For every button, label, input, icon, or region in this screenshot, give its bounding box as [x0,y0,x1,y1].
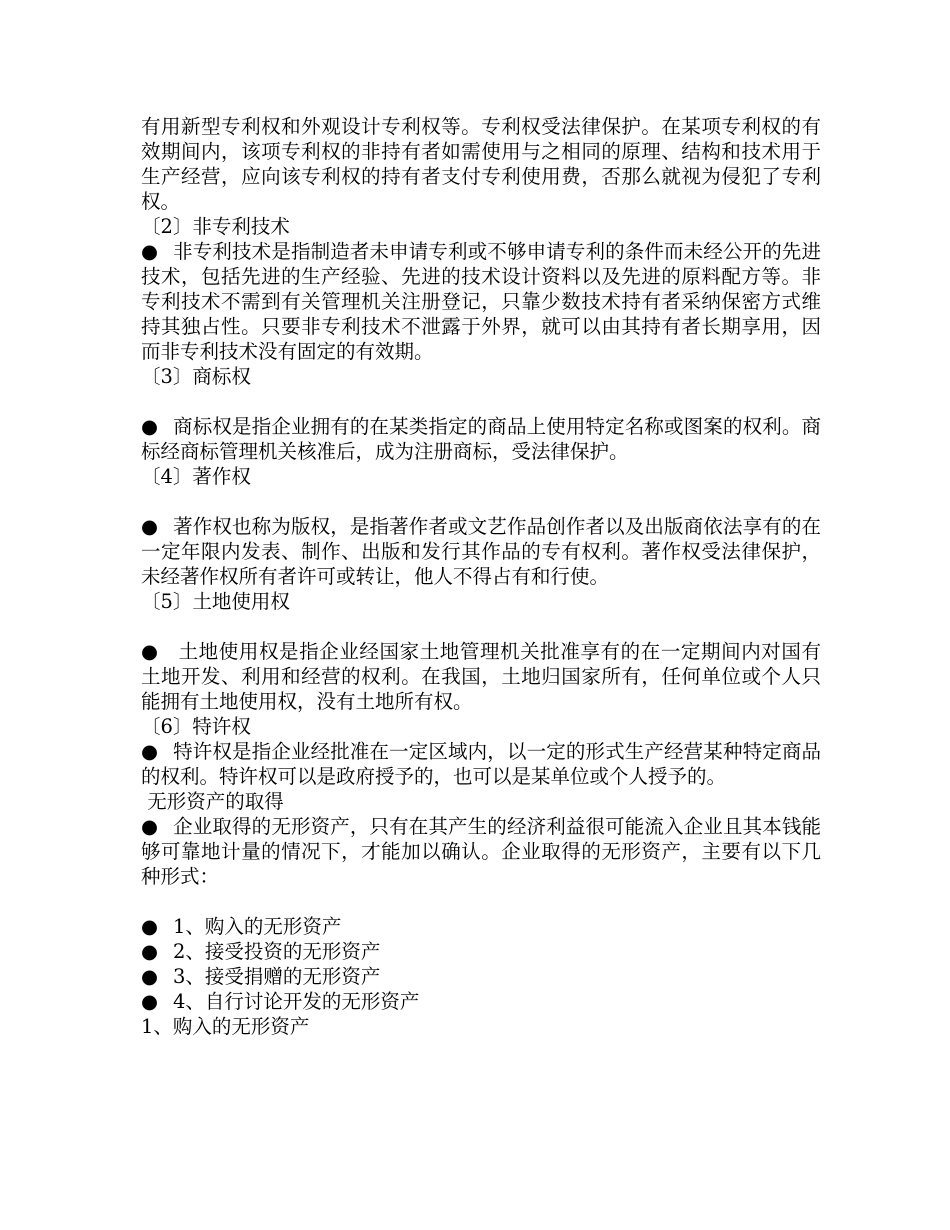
bullet-icon: ● [141,740,159,763]
bullet-icon: ● [141,815,159,838]
blank-line [141,614,821,639]
bullet-icon: ● [141,240,159,263]
blank-line [141,489,821,514]
paragraph-intangible-asset-acquisition: ● 企业取得的无形资产，只有在其产生的经济利益很可能流入企业且其本钱能够可靠地计量的情况下，才能加以确认。企业取得的无形资产，主要有以下几种形式： [141,815,821,888]
paragraph-land-use-rights: ● 土地使用权是指企业经国家土地管理机关批准享有的在一定期间内对国有土地开发、利用和经营的权利。在我国，土地归国家所有，任何单位或个人只能拥有土地使用权，没有土地所有权。 [141,640,821,713]
bullet-icon: ● [141,940,159,963]
heading-franchise-rights: 〔6〕特许权 [141,715,251,738]
bullet-icon: ● [141,990,159,1013]
blank-line [141,389,821,414]
heading-trademark-rights: 〔3〕商标权 [141,365,251,388]
list-item-self-developed: ● 4、自行讨论开发的无形资产 [141,990,420,1013]
heading-land-use-rights: 〔5〕土地使用权 [141,590,290,613]
bullet-icon: ● [141,415,159,438]
heading-intangible-asset-acquisition: 无形资产的取得 [141,790,284,813]
paragraph-patent-rights: 有用新型专利权和外观设计专利权等。专利权受法律保护。在某项专利权的有效期间内，该项专利权的非持有者如需使用与之相同的原理、结构和技术用于生产经营，应向该专利权的持有者支付专利使用费，否那么就视为侵犯了专利权。 [141,115,821,213]
heading-copyright: 〔4〕著作权 [141,465,251,488]
list-item-purchased: ● 1、购入的无形资产 [141,915,342,938]
paragraph-copyright: ● 著作权也称为版权，是指著作者或文艺作品创作者以及出版商依法享有的在一定年限内发表、制作、出版和发行其作品的专有权利。著作权受法律保护，未经著作权所有者许可或转让，他人不得占有和行使。 [141,515,821,588]
list-item-investment: ● 2、接受投资的无形资产 [141,940,381,963]
heading-non-patent-technology: 〔2〕非专利技术 [141,215,290,238]
paragraph-non-patent-technology: ● 非专利技术是指制造者未申请专利或不够申请专利的条件而未经公开的先进技术，包括先进的生产经验、先进的技术设计资料以及先进的原料配方等。非专利技术不需到有关管理机关注册登记，只靠少数技术持有者采纳保密方式维持其独占性。只要非专利技术不泄露于外界，就可以由其持有者长期享用，因而非专利技术没有固定的有效期。 [141,240,821,363]
heading-purchased-intangible-assets: 1、购入的无形资产 [141,1015,310,1038]
bullet-icon: ● [141,515,159,538]
bullet-icon: ● [141,965,159,988]
document-body [141,114,821,1039]
bullet-icon: ● [141,640,159,663]
bullet-icon: ● [141,915,159,938]
paragraph-franchise-rights: ● 特许权是指企业经批准在一定区域内，以一定的形式生产经营某种特定商品的权利。特许权可以是政府授予的，也可以是某单位或个人授予的。 [141,740,821,788]
blank-line [141,889,821,914]
paragraph-trademark-rights: ● 商标权是指企业拥有的在某类指定的商品上使用特定名称或图案的权利。商标经商标管理机关核准后，成为注册商标，受法律保护。 [141,415,821,463]
list-item-donation: ● 3、接受捐赠的无形资产 [141,965,381,988]
